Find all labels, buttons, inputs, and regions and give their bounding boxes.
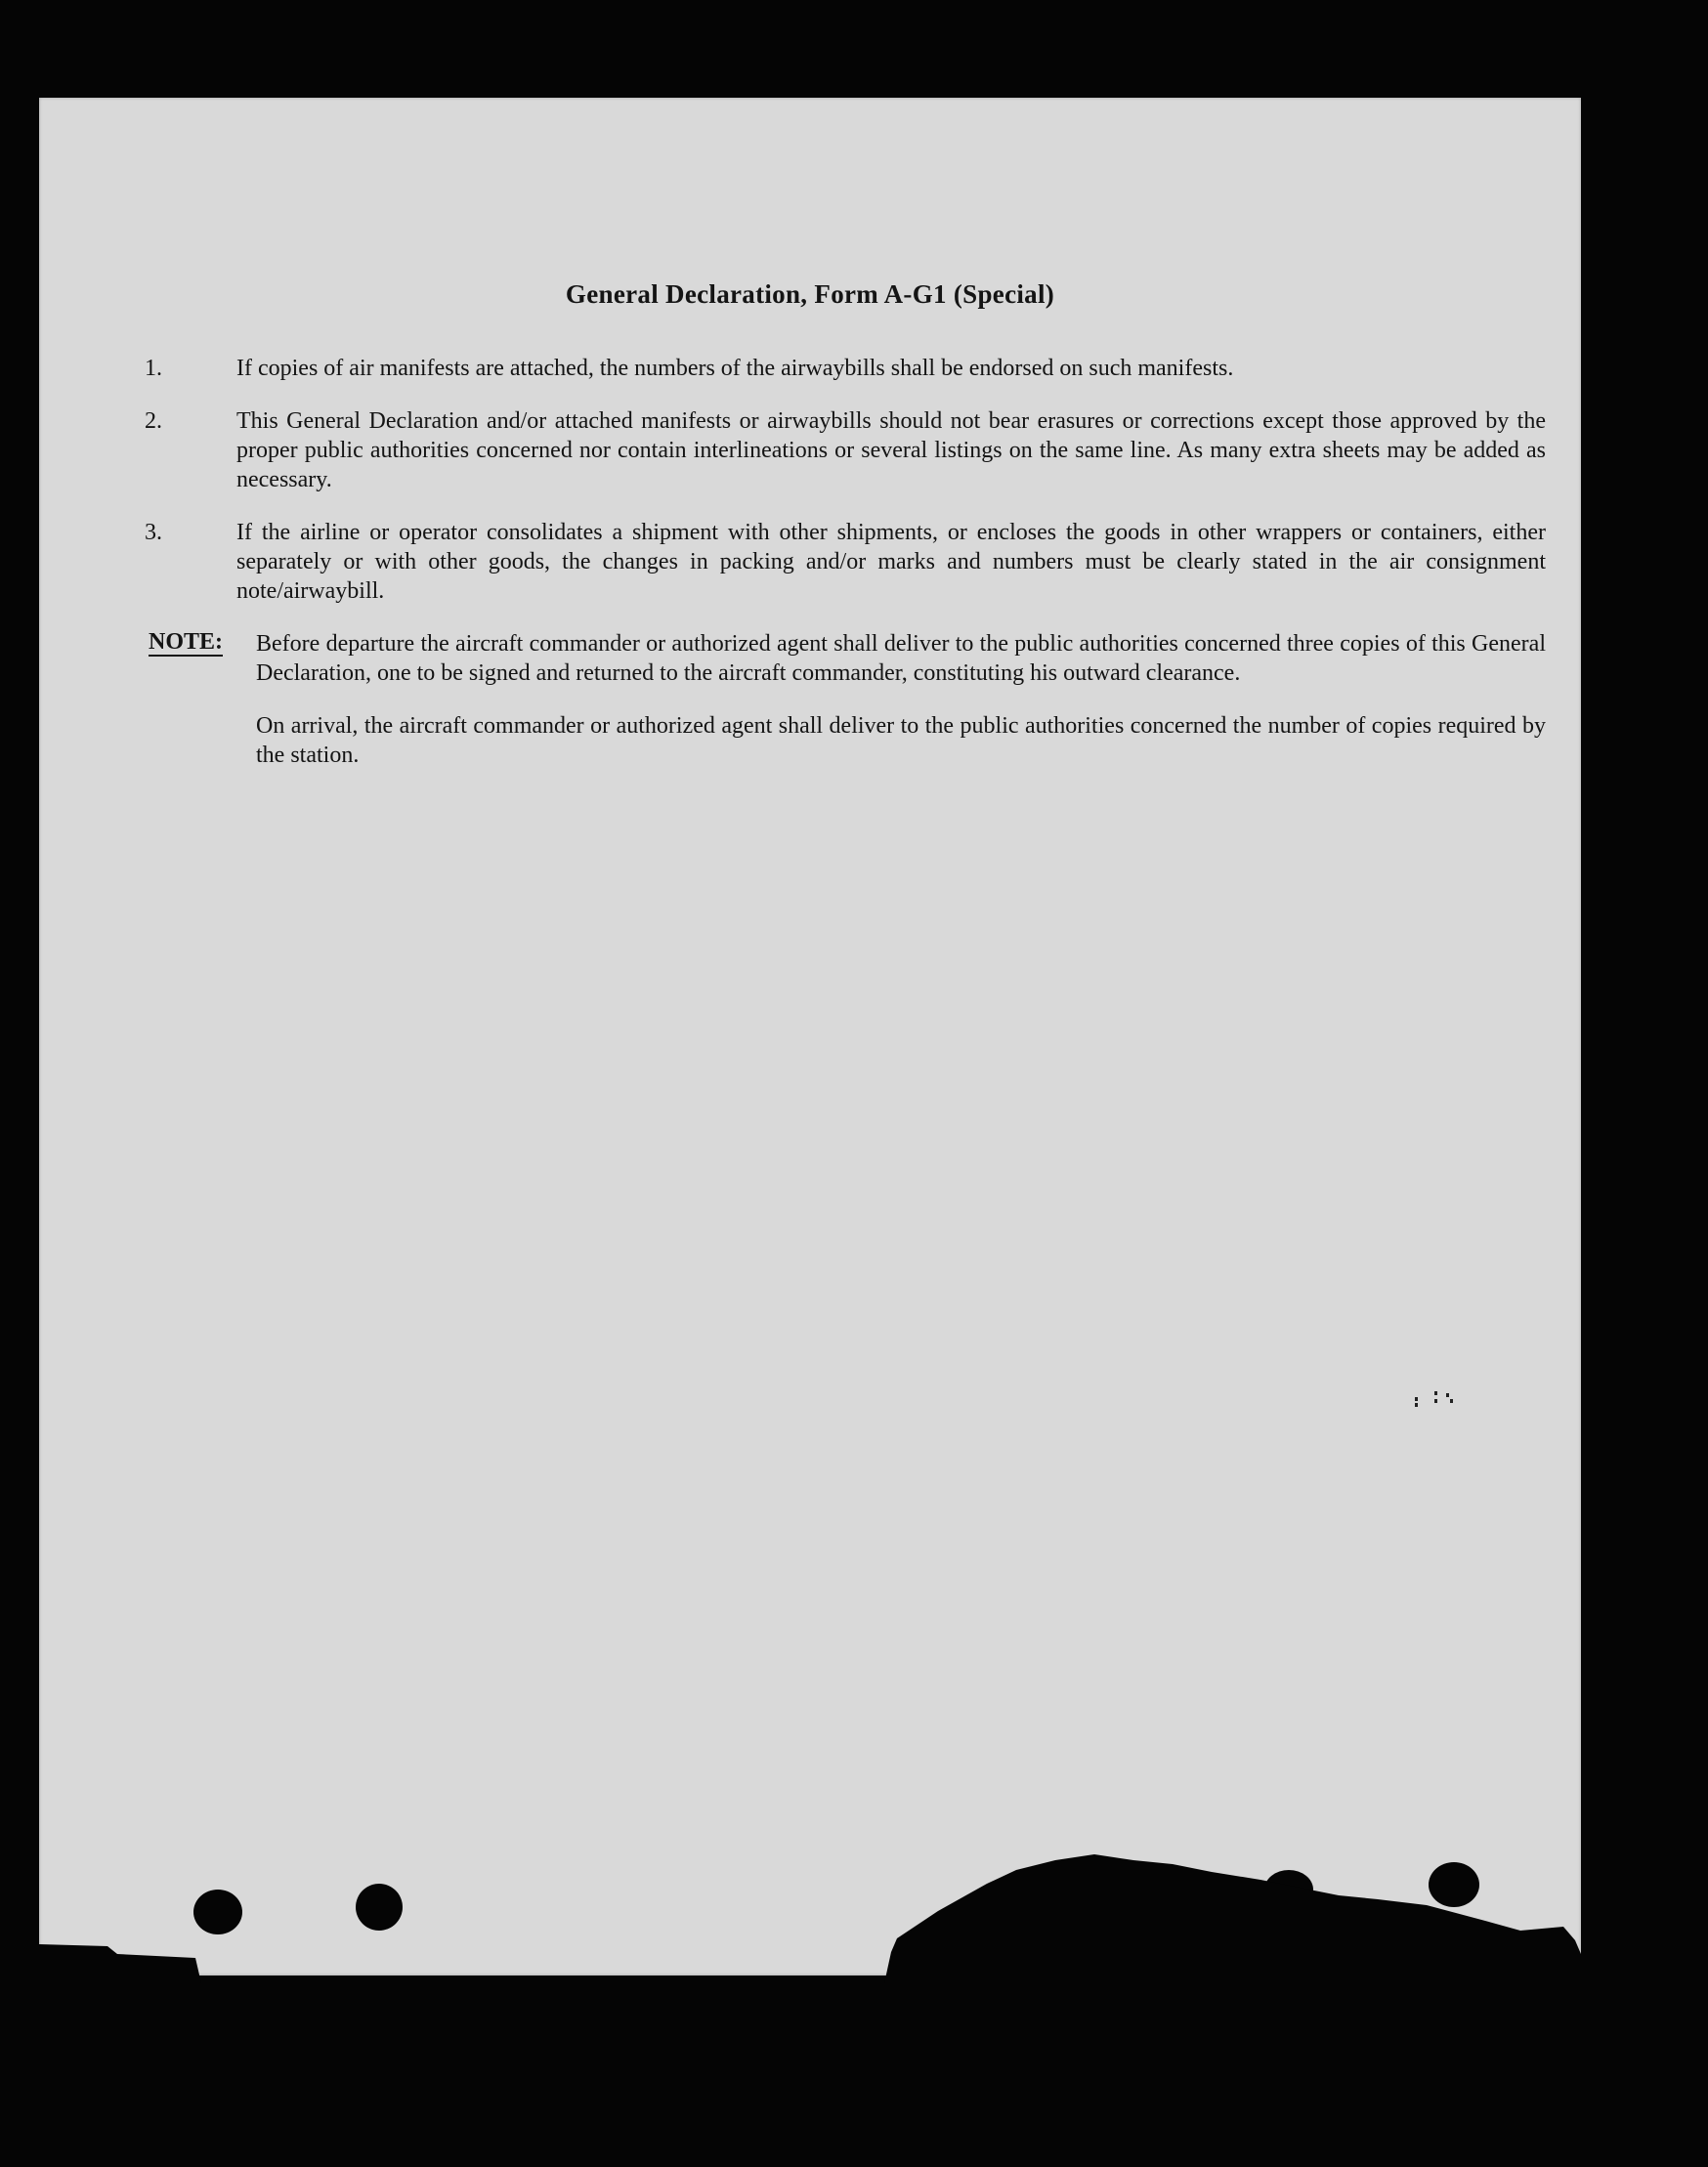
item-number: 1. — [145, 356, 162, 381]
item-text: If the airline or operator consolidates a shipment with other shipments, or encloses the goods in other wrappers or containers, either separately or with other goods, the changes in packing and/or marks and numbers must be clearly stated in the air consignment note/airwaybill. — [236, 520, 1546, 604]
note-label: NOTE: — [149, 629, 224, 655]
document-title: General Declaration, Form A-G1 (Special) — [565, 279, 1055, 309]
note-paragraph: On arrival, the aircraft commander or authorized agent shall deliver to the public authorities concerned the number of copies required by the station. — [256, 713, 1546, 768]
item-text: This General Declaration and/or attached manifests or airwaybills should not bear erasures or corrections except those approved by the proper public authorities concerned nor contain interlineations or several listings on the same line. As many extra sheets may be added as necessary. — [236, 408, 1546, 492]
note-paragraph: Before departure the aircraft commander or authorized agent shall deliver to the public authorities concerned three copies of this General Declaration, one to be signed and returned to the aircraft commander, constituting his outward clearance. — [256, 631, 1546, 686]
item-text: If copies of air manifests are attached, the numbers of the airwaybills shall be endorsed on such manifests. — [236, 356, 1234, 381]
item-number: 2. — [145, 408, 162, 434]
item-number: 3. — [145, 520, 162, 545]
